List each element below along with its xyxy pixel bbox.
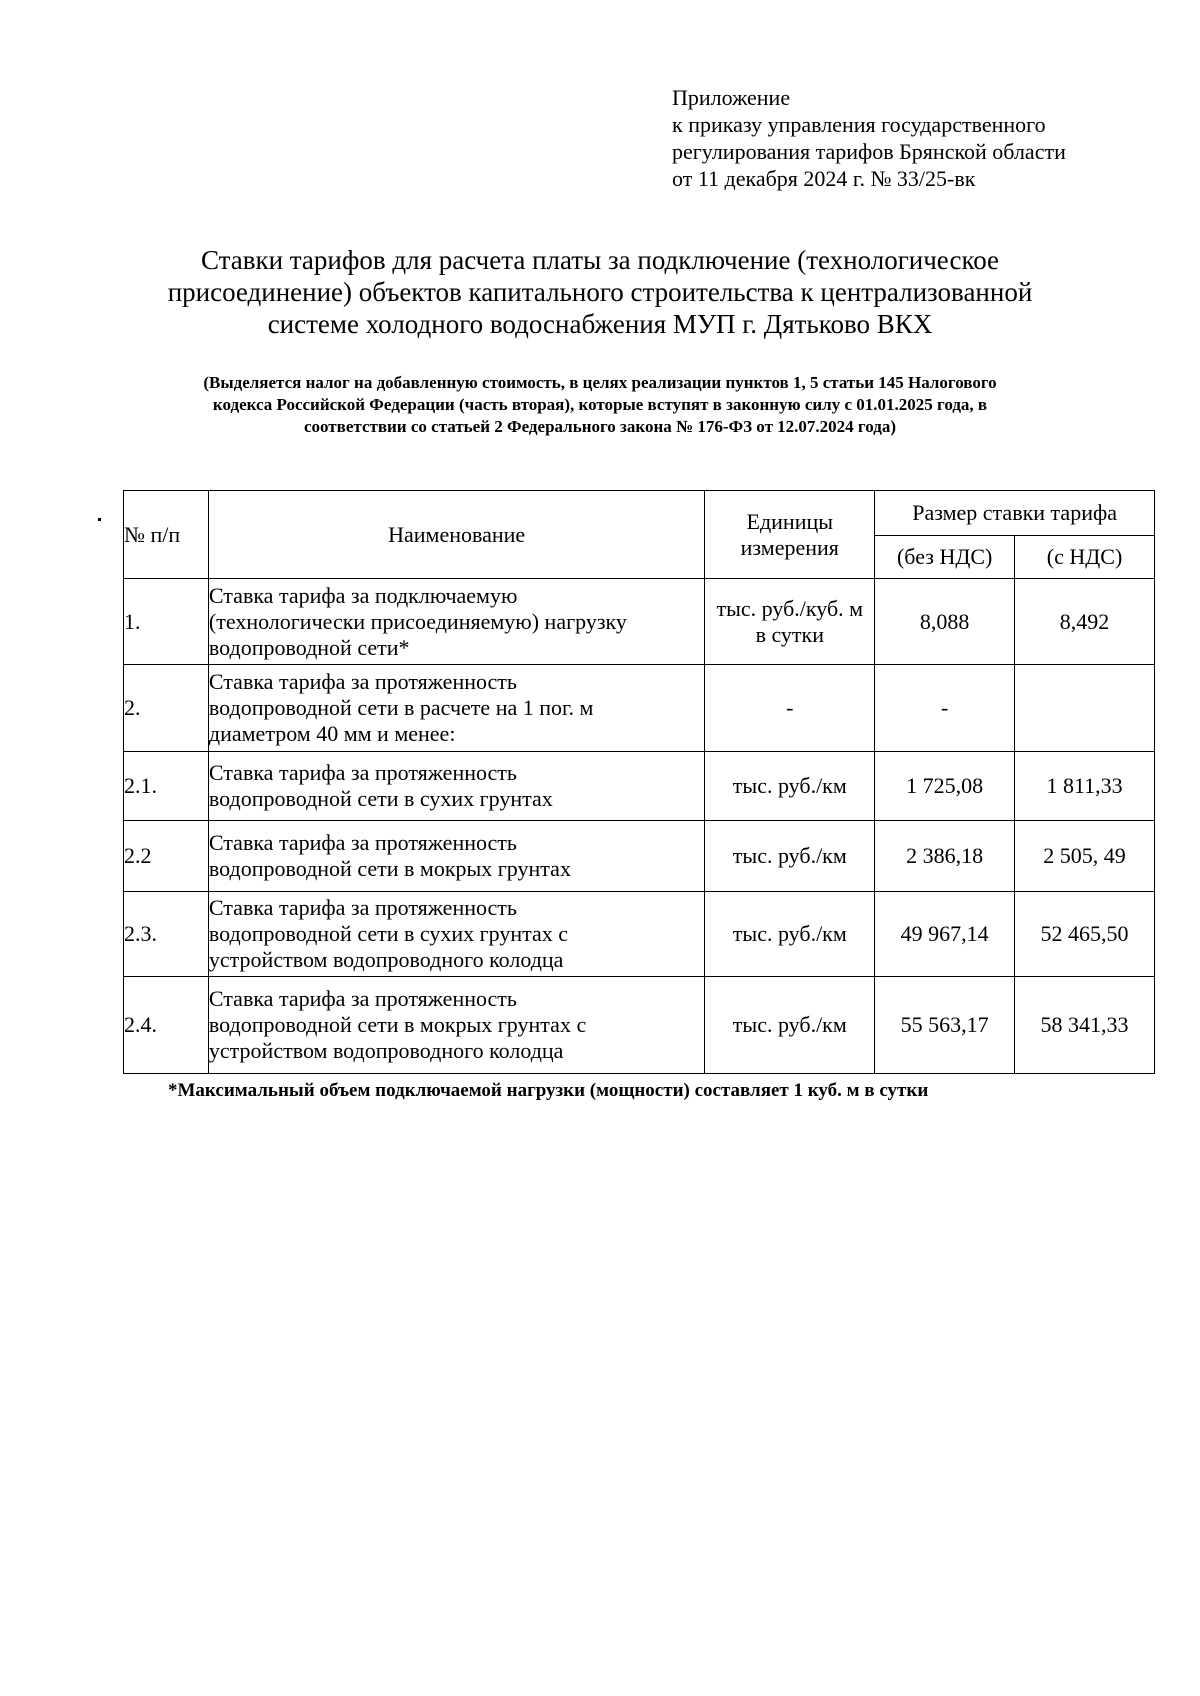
row-number: 2.: [124, 665, 209, 752]
note-line: соответствии со статьей 2 Федерального закона № 176-ФЗ от 12.07.2024 года): [303, 417, 896, 436]
table-row: [124, 892, 1155, 977]
appendix-line: регулирования тарифов Брянской области: [672, 139, 1066, 164]
row-unit-line: -: [786, 695, 794, 720]
rate-with-vat: 58 341,33: [1015, 977, 1155, 1074]
table-row: [124, 752, 1155, 821]
row-unit-line: тыс. руб./км: [732, 843, 847, 868]
row-name-line: водопроводной сети в мокрых грунтах с: [208, 1012, 587, 1037]
row-unit: [705, 821, 875, 892]
row-number: 2.3.: [124, 892, 209, 977]
row-name: [208, 579, 704, 665]
header-unit-line: измерения: [740, 534, 839, 560]
header-no-vat: (без НДС): [875, 536, 1015, 579]
tariff-table: [123, 490, 1155, 1074]
row-name-line: (технологически присоединяемую) нагрузку: [208, 608, 627, 634]
rate-no-vat: 55 563,17: [875, 977, 1015, 1074]
title-line: присоединение) объектов капитального строительства к централизованной: [167, 277, 1033, 307]
appendix-line: к приказу управления государственного: [672, 112, 1046, 137]
rate-no-vat: 1 725,08: [875, 752, 1015, 821]
title-line: Ставки тарифов для расчета платы за подключение (технологическое: [200, 245, 1000, 275]
row-unit: [705, 579, 875, 665]
note-line: кодекса Российской Федерации (часть вторая), которые вступят в законную силу с 01.01.2025 года, в: [212, 395, 988, 414]
row-number: 2.2: [124, 821, 209, 892]
row-unit-line: тыс. руб./км: [732, 921, 847, 946]
appendix-block: [672, 84, 1172, 192]
rate-no-vat: 49 967,14: [875, 892, 1015, 977]
note-line: (Выделяется налог на добавленную стоимость, в целях реализации пунктов 1, 5 статьи 145 Налогового: [203, 373, 997, 392]
header-unit-line: Единицы: [746, 508, 834, 534]
row-name-line: Ставка тарифа за протяженность: [208, 760, 517, 785]
row-name: [208, 665, 704, 752]
scan-dot: [98, 518, 101, 521]
row-unit: [705, 977, 875, 1074]
row-name-line: водопроводной сети в сухих грунтах с: [208, 921, 569, 946]
row-number: 1.: [124, 579, 209, 665]
table-row: [124, 665, 1155, 752]
row-unit: [705, 892, 875, 977]
rate-no-vat: 2 386,18: [875, 821, 1015, 892]
rate-with-vat: 2 505, 49: [1015, 821, 1155, 892]
rate-no-vat: 8,088: [875, 579, 1015, 665]
rate-no-vat: -: [875, 665, 1015, 752]
appendix-line: от 11 декабря 2024 г. № 33/25-вк: [672, 166, 976, 191]
row-name-line: Ставка тарифа за подключаемую: [208, 582, 518, 608]
row-name-line: Ставка тарифа за протяженность: [208, 895, 517, 920]
row-name-line: водопроводной сети в мокрых грунтах: [208, 856, 571, 881]
row-name: [208, 752, 704, 821]
header-number: № п/п: [124, 491, 209, 579]
row-name-line: водопроводной сети*: [208, 634, 410, 660]
table-header-row: [124, 491, 1155, 536]
vat-note: [120, 372, 1080, 438]
row-name: [208, 977, 704, 1074]
row-unit: [705, 752, 875, 821]
rate-with-vat: 52 465,50: [1015, 892, 1155, 977]
row-number: 2.4.: [124, 977, 209, 1074]
rate-with-vat: 8,492: [1015, 579, 1155, 665]
footnote: *Максимальный объем подключаемой нагрузки (мощности) составляет 1 куб. м в сутки: [168, 1080, 929, 1101]
title-line: системе холодного водоснабжения МУП г. Дятьково ВКХ: [267, 309, 933, 339]
header-name: Наименование: [208, 491, 704, 579]
row-name-line: Ставка тарифа за протяженность: [208, 669, 517, 694]
row-name: [208, 821, 704, 892]
row-name: [208, 892, 704, 977]
row-name-line: Ставка тарифа за протяженность: [208, 830, 517, 855]
row-name-line: водопроводной сети в расчете на 1 пог. м: [208, 695, 594, 720]
row-unit-line: в сутки: [755, 621, 825, 647]
row-unit-line: тыс. руб./куб. м: [716, 595, 864, 621]
appendix-line: Приложение: [672, 85, 791, 110]
document-title: [100, 244, 1100, 340]
row-name-line: устройством водопроводного колодца: [208, 947, 564, 972]
header-rate-size: Размер ставки тарифа: [875, 491, 1155, 536]
row-unit: [705, 665, 875, 752]
tariff-table-body: [124, 579, 1155, 1074]
rate-with-vat: [1015, 665, 1155, 752]
row-name-line: Ставка тарифа за протяженность: [208, 986, 517, 1011]
row-number: 2.1.: [124, 752, 209, 821]
header-unit: [705, 491, 875, 579]
table-row: [124, 579, 1155, 665]
header-with-vat: (с НДС): [1015, 536, 1155, 579]
row-unit-line: тыс. руб./км: [732, 1012, 847, 1037]
table-row: [124, 977, 1155, 1074]
row-name-line: устройством водопроводного колодца: [208, 1038, 564, 1063]
row-name-line: водопроводной сети в сухих грунтах: [208, 786, 553, 811]
rate-with-vat: 1 811,33: [1015, 752, 1155, 821]
row-unit-line: тыс. руб./км: [732, 773, 847, 798]
table-row: [124, 821, 1155, 892]
row-name-line: диаметром 40 мм и менее:: [208, 721, 456, 746]
